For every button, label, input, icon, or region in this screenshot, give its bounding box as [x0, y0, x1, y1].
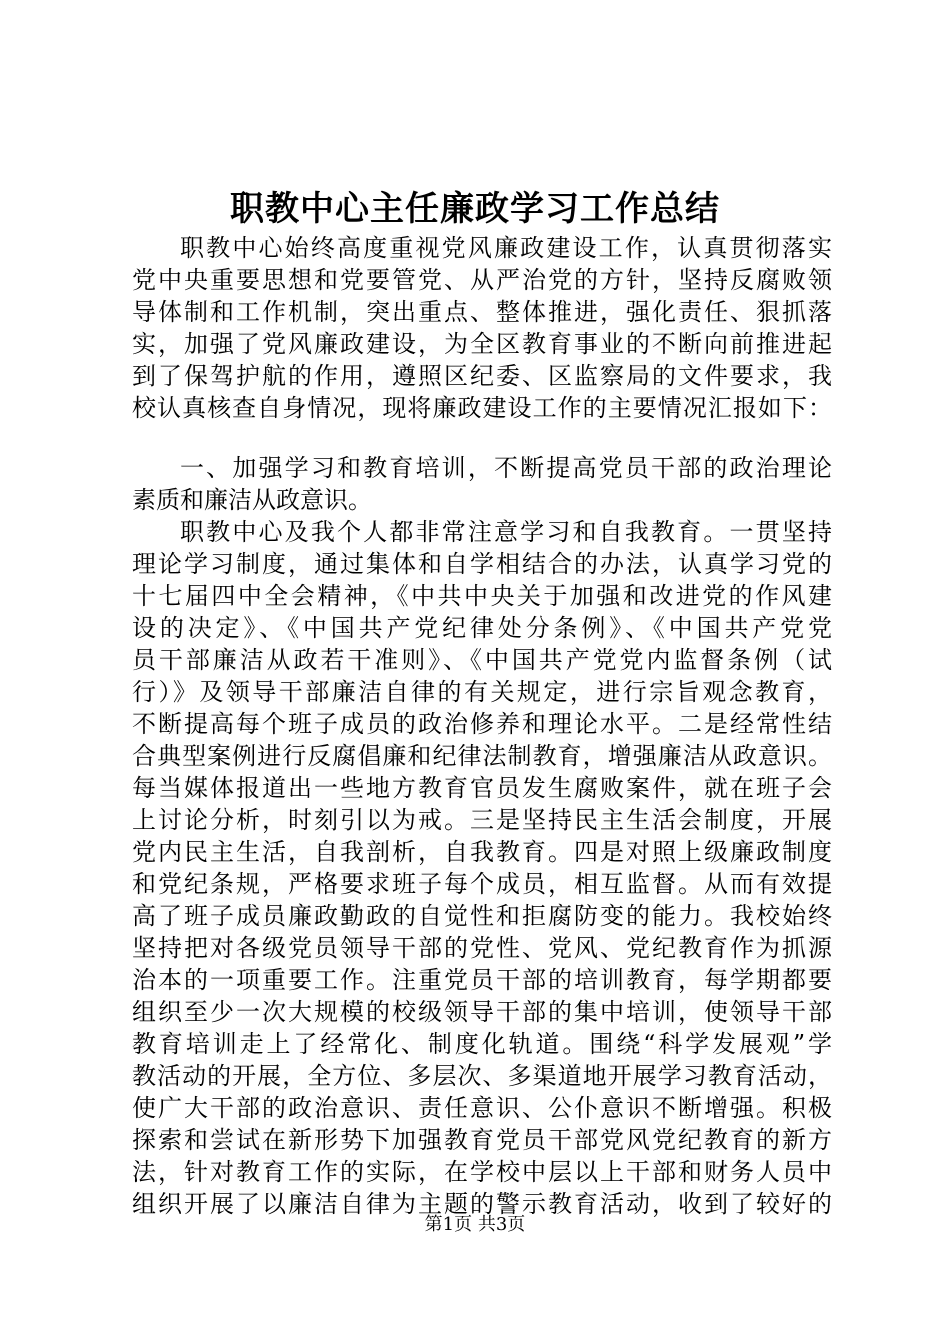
paragraph-line: 教育培训走上了经常化、制度化轨道。围绕“科学发展观”学: [132, 1030, 832, 1058]
paragraph-line: 行）》及领导干部廉洁自律的有关规定，进行宗旨观念教育，: [132, 678, 832, 706]
paragraph-line: 党中央重要思想和党要管党、从严治党的方针，坚持反腐败领: [132, 266, 832, 294]
paragraph-line: 合典型案例进行反腐倡廉和纪律法制教育，增强廉洁从政意识。: [132, 742, 832, 770]
paragraph-line: 理论学习制度，通过集体和自学相结合的办法，认真学习党的: [132, 550, 832, 578]
paragraph-line: 导体制和工作机制，突出重点、整体推进，强化责任、狠抓落: [132, 298, 832, 326]
paragraph-line: 上讨论分析，时刻引以为戒。三是坚持民主生活会制度，开展: [132, 806, 832, 834]
paragraph-line: 十七届四中全会精神，《中共中央关于加强和改进党的作风建: [132, 582, 832, 610]
paragraph-line: 高了班子成员廉政勤政的自觉性和拒腐防变的能力。我校始终: [132, 902, 832, 930]
paragraph-line: 使广大干部的政治意识、责任意识、公仆意识不断增强。积极: [132, 1094, 832, 1122]
paragraph-line: 职教中心及我个人都非常注意学习和自我教育。一贯坚持: [180, 518, 832, 546]
paragraph-line: 坚持把对各级党员领导干部的党性、党风、党纪教育作为抓源: [132, 934, 832, 962]
paragraph-line: 法，针对教育工作的实际，在学校中层以上干部和财务人员中: [132, 1158, 832, 1186]
heading-line: 素质和廉洁从政意识。: [132, 486, 372, 514]
paragraph-line: 实，加强了党风廉政建设，为全区教育事业的不断向前推进起: [132, 330, 832, 358]
paragraph-line: 每当媒体报道出一些地方教育官员发生腐败案件，就在班子会: [132, 774, 832, 802]
page-number-footer: 第1页 共3页: [424, 1214, 526, 1235]
paragraph-line: 组织至少一次大规模的校级领导干部的集中培训，使领导干部: [132, 998, 832, 1026]
paragraph-line: 组织开展了以廉洁自律为主题的警示教育活动，收到了较好的: [132, 1190, 832, 1218]
paragraph-gap: [132, 424, 832, 452]
paragraph-line: 员干部廉洁从政若干准则》、《中国共产党党内监督条例（试: [132, 646, 832, 674]
intro-paragraph: [132, 232, 832, 424]
study-paragraph: [132, 516, 832, 1220]
paragraph-line: 探索和尝试在新形势下加强教育党员干部党风党纪教育的新方: [132, 1126, 832, 1154]
paragraph-line: 教活动的开展，全方位、多层次、多渠道地开展学习教育活动，: [132, 1062, 832, 1090]
section-heading: [132, 452, 832, 516]
paragraph-line: 设的决定》、《中国共产党纪律处分条例》、《中国共产党党: [132, 614, 832, 642]
paragraph-line: 到了保驾护航的作用，遵照区纪委、区监察局的文件要求，我: [132, 362, 832, 390]
document-title: 职教中心主任廉政学习工作总结: [230, 189, 720, 229]
paragraph-line: 职教中心始终高度重视党风廉政建设工作，认真贯彻落实: [180, 234, 832, 262]
paragraph-line: 党内民主生活，自我剖析，自我教育。四是对照上级廉政制度: [132, 838, 832, 866]
paragraph-line: 和党纪条规，严格要求班子每个成员，相互监督。从而有效提: [132, 870, 832, 898]
paragraph-line: 不断提高每个班子成员的政治修养和理论水平。二是经常性结: [132, 710, 832, 738]
document-body: [132, 232, 832, 1220]
heading-line: 一、加强学习和教育培训，不断提高党员干部的政治理论: [180, 454, 832, 482]
paragraph-line: 治本的一项重要工作。注重党员干部的培训教育，每学期都要: [132, 966, 832, 994]
paragraph-line: 校认真核查自身情况，现将廉政建设工作的主要情况汇报如下：: [132, 394, 832, 422]
